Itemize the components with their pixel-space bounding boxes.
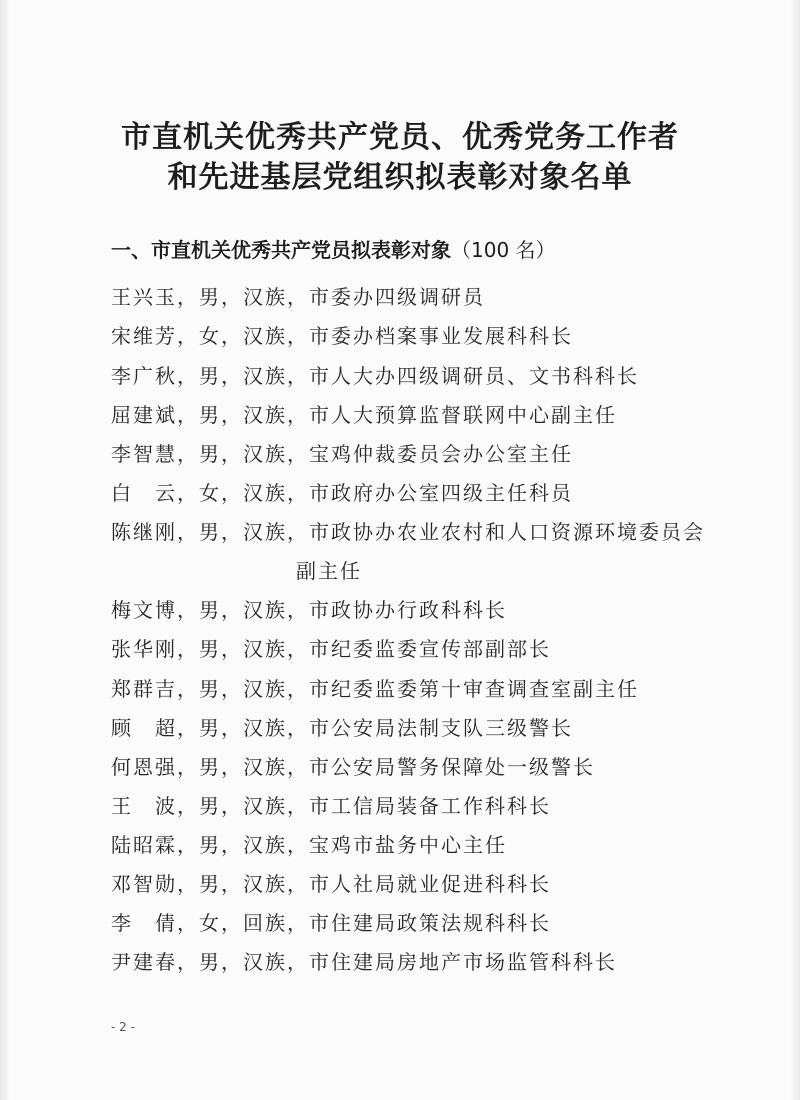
list-item: 王兴玉，男，汉族，市委办四级调研员 (111, 285, 485, 309)
list-item: 邓智勋，男，汉族，市人社局就业促进科科长 (111, 872, 551, 896)
list-item-continuation: 副主任 (296, 559, 362, 583)
list-item: 梅文博，男，汉族，市政协办行政科科长 (111, 598, 507, 622)
list-item: 郑群吉，男，汉族，市纪委监委第十审查调查室副主任 (111, 677, 639, 701)
list-item: 何恩强，男，汉族，市公安局警务保障处一级警长 (111, 755, 595, 779)
section-heading-count: （100 名） (451, 238, 556, 262)
section-heading (111, 234, 556, 263)
list-item: 王 波，男，汉族，市工信局装备工作科科长 (111, 794, 551, 818)
section-heading-text: 一、市直机关优秀共产党员拟表彰对象 (111, 238, 451, 262)
list-item: 李广秋，男，汉族，市人大办四级调研员、文书科科长 (111, 364, 639, 388)
page-number: - 2 - (111, 1020, 135, 1034)
list-item: 尹建春，男，汉族，市住建局房地产市场监管科科长 (111, 950, 617, 974)
document-title-line1: 市直机关优秀共产党员、优秀党务工作者 (121, 120, 679, 155)
list-item: 陈继刚，男，汉族，市政协办农业农村和人口资源环境委员会 (111, 520, 705, 544)
document-title-line2: 和先进基层党组织拟表彰对象名单 (167, 160, 633, 195)
list-item: 张华刚，男，汉族，市纪委监委宣传部副部长 (111, 637, 551, 661)
list-item: 李 倩，女，回族，市住建局政策法规科科长 (111, 911, 551, 935)
list-item: 顾 超，男，汉族，市公安局法制支队三级警长 (111, 716, 573, 740)
list-item: 宋维芳，女，汉族，市委办档案事业发展科科长 (111, 324, 573, 348)
list-item: 陆昭霖，男，汉族，宝鸡市盐务中心主任 (111, 833, 507, 857)
list-item: 李智慧，男，汉族，宝鸡仲裁委员会办公室主任 (111, 442, 573, 466)
list-item: 屈建斌，男，汉族，市人大预算监督联网中心副主任 (111, 403, 617, 427)
list-item: 白 云，女，汉族，市政府办公室四级主任科员 (111, 481, 573, 505)
